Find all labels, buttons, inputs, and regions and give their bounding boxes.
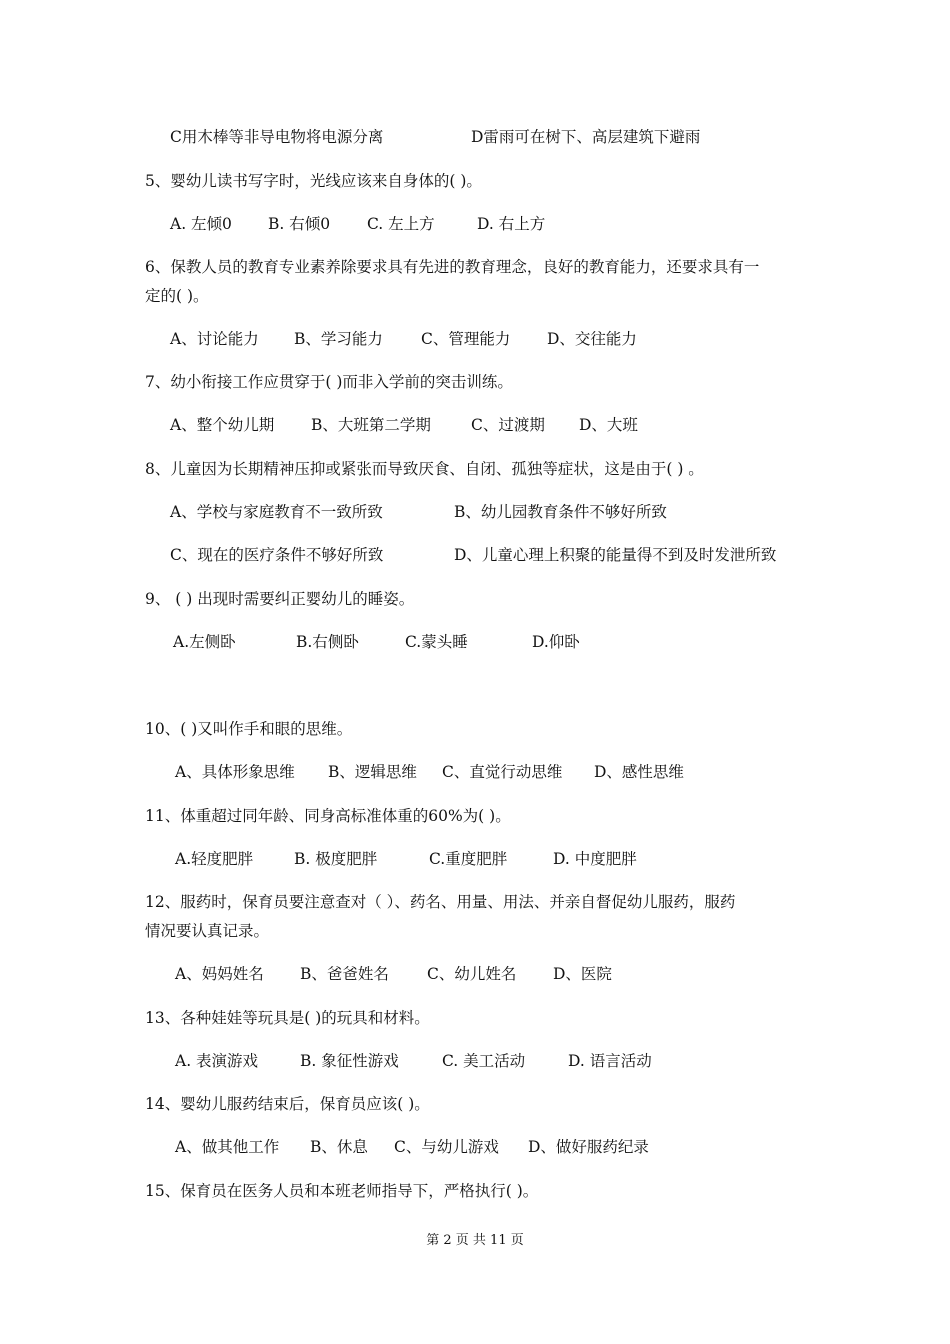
question-14-stem: 14、婴幼儿服药结束后，保育员应该( )。 <box>145 1095 430 1113</box>
option: D.仰卧 <box>532 633 580 651</box>
option: B、逻辑思维 <box>328 763 417 781</box>
question-11-stem: 11、体重超过同年龄、同身高标准体重的60%为( )。 <box>145 807 511 825</box>
option: D、大班 <box>579 416 638 434</box>
question-13-options <box>175 1051 652 1071</box>
option: D、做好服药纪录 <box>528 1138 649 1156</box>
page-footer: 第 2 页 共 11 页 <box>426 1233 524 1248</box>
question-12-stem-line1: 12、服药时，保育员要注意查对（ ）、药名、用量、用法、并亲自督促幼儿服药，服药 <box>145 893 736 911</box>
question-7-stem: 7、幼小衔接工作应贯穿于( )而非入学前的突击训练。 <box>145 373 513 391</box>
question-15-stem: 15、保育员在医务人员和本班老师指导下，严格执行( )。 <box>145 1182 539 1200</box>
question-10-options <box>175 762 684 782</box>
question-10-stem: 10、( )又叫作手和眼的思维。 <box>145 720 353 738</box>
question-9-stem: 9、 ( ) 出现时需要纠正婴幼儿的睡姿。 <box>145 590 415 608</box>
option: A、做其他工作 <box>175 1138 280 1156</box>
question-14-options <box>175 1137 649 1157</box>
question-6-options <box>170 329 637 349</box>
question-12-stem-line2: 情况要认真记录。 <box>145 922 270 940</box>
option: C. 美工活动 <box>442 1052 526 1070</box>
question-8-option-b: B、幼儿园教育条件不够好所致 <box>454 503 667 521</box>
question-13-stem: 13、各种娃娃等玩具是( )的玩具和材料。 <box>145 1009 430 1027</box>
option: B、大班第二学期 <box>311 416 431 434</box>
option-d-prev: D雷雨可在树下、高层建筑下避雨 <box>471 128 701 146</box>
option: B. 极度肥胖 <box>294 850 378 868</box>
option: A、整个幼儿期 <box>170 416 275 434</box>
question-5-options <box>170 214 545 234</box>
option: D、医院 <box>553 965 612 983</box>
option: C、与幼儿游戏 <box>394 1138 499 1156</box>
option: B. 象征性游戏 <box>300 1052 399 1070</box>
option: C、直觉行动思维 <box>442 763 563 781</box>
option: D、感性思维 <box>594 763 684 781</box>
option: B、爸爸姓名 <box>300 965 389 983</box>
question-5-stem: 5、婴幼儿读书写字时，光线应该来自身体的( )。 <box>145 172 482 190</box>
question-12-options <box>175 964 612 984</box>
option: B、休息 <box>310 1138 368 1156</box>
option: A、妈妈姓名 <box>175 965 264 983</box>
option: B. 右倾0 <box>268 215 331 233</box>
question-8-option-d: D、儿童心理上积聚的能量得不到及时发泄所致 <box>454 546 777 564</box>
option: C.重度肥胖 <box>429 850 508 868</box>
option: A、讨论能力 <box>170 330 259 348</box>
question-6-stem-line1: 6、保教人员的教育专业素养除要求具有先进的教育理念，良好的教育能力，还要求具有一 <box>145 258 760 276</box>
question-6-stem-line2: 定的( )。 <box>145 287 209 305</box>
question-8-option-c: C、现在的医疗条件不够好所致 <box>170 546 384 564</box>
question-9-options <box>173 632 580 652</box>
option: A.左侧卧 <box>173 633 236 651</box>
question-7-options <box>170 415 638 435</box>
option: D. 语言活动 <box>568 1052 652 1070</box>
option: C.蒙头睡 <box>405 633 468 651</box>
option: D. 中度肥胖 <box>553 850 637 868</box>
question-8-stem: 8、儿童因为长期精神压抑或紧张而导致厌食、自闭、孤独等症状，这是由于( ) 。 <box>145 460 704 478</box>
option: D、交往能力 <box>547 330 637 348</box>
option: A. 表演游戏 <box>175 1052 259 1070</box>
option: C、过渡期 <box>471 416 545 434</box>
option: B.右侧卧 <box>296 633 359 651</box>
question-11-options <box>175 849 637 869</box>
option: A. 左倾0 <box>170 215 232 233</box>
option: D. 右上方 <box>477 215 546 233</box>
option: A、具体形象思维 <box>175 763 295 781</box>
question-8-option-a: A、学校与家庭教育不一致所致 <box>170 503 383 521</box>
option: C、幼儿姓名 <box>427 965 517 983</box>
option: A.轻度肥胖 <box>175 850 254 868</box>
option: C. 左上方 <box>367 215 435 233</box>
option: C、管理能力 <box>421 330 511 348</box>
option-c-prev: C用木棒等非导电物将电源分离 <box>170 128 384 146</box>
option: B、学习能力 <box>294 330 383 348</box>
